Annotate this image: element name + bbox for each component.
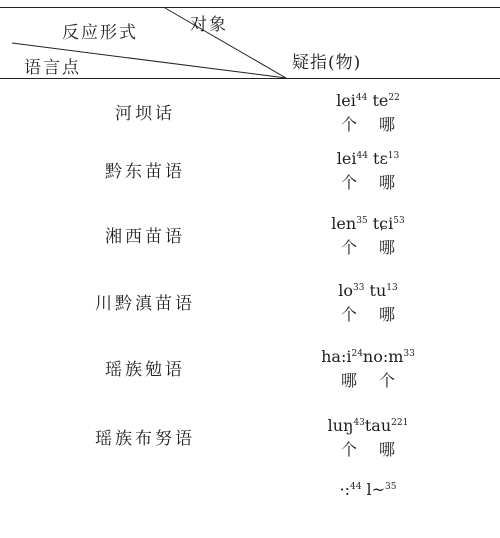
header-form-label: 反应形式 (62, 23, 138, 43)
table-cell-place: 瑶族布努语 (95, 429, 195, 449)
table-cell-form (288, 281, 448, 325)
table-cell-place: 黔东苗语 (105, 162, 185, 182)
table-row (0, 416, 500, 478)
header-place-label: 语言点 (24, 58, 81, 78)
table-cell-form (288, 416, 448, 460)
header-interrogative-label: 疑指(物) (292, 53, 362, 73)
table-cell-form (288, 91, 448, 135)
romanization: $lo^{33}$ $tu^{13}$ (338, 281, 398, 300)
romanization: len$^{35}$ tɕi$^{53}$ (331, 214, 405, 233)
table-row (0, 347, 500, 409)
table-cell-form (288, 214, 448, 258)
romanization: ·:$^{44}$ l~$^{35}$ (339, 480, 397, 499)
table-cell-place: 瑶族勉语 (105, 360, 185, 380)
table-row-partial (0, 476, 500, 538)
gloss: 个 哪 (340, 115, 396, 134)
gloss: 个 哪 (340, 173, 396, 192)
table-cell-place: 湘西苗语 (105, 227, 185, 247)
romanization: $ha:i^{24}no:m^{33}$ (321, 347, 415, 366)
gloss: 个 哪 (340, 238, 396, 257)
table-cell-place: 河坝话 (115, 104, 175, 124)
gloss: 个 哪 (340, 440, 396, 459)
table-row (0, 214, 500, 276)
romanization: lei$^{44}$ $te^{22}$ (336, 91, 400, 110)
table-cell-form (288, 480, 448, 499)
table-cell-form (288, 347, 448, 391)
gloss: 哪 个 (340, 371, 396, 390)
romanization: lei$^{44}$ tɛ$^{13}$ (336, 149, 400, 168)
header-object-label: 对象 (190, 15, 228, 35)
table-row (0, 281, 500, 343)
table-row (0, 149, 500, 211)
table-cell-place: 川黔滇苗语 (95, 294, 195, 314)
table-cell-form (288, 149, 448, 193)
table-row (0, 91, 500, 153)
romanization: luŋ$^{43}$tau$^{221}$ (327, 416, 409, 435)
gloss: 个 哪 (340, 305, 396, 324)
